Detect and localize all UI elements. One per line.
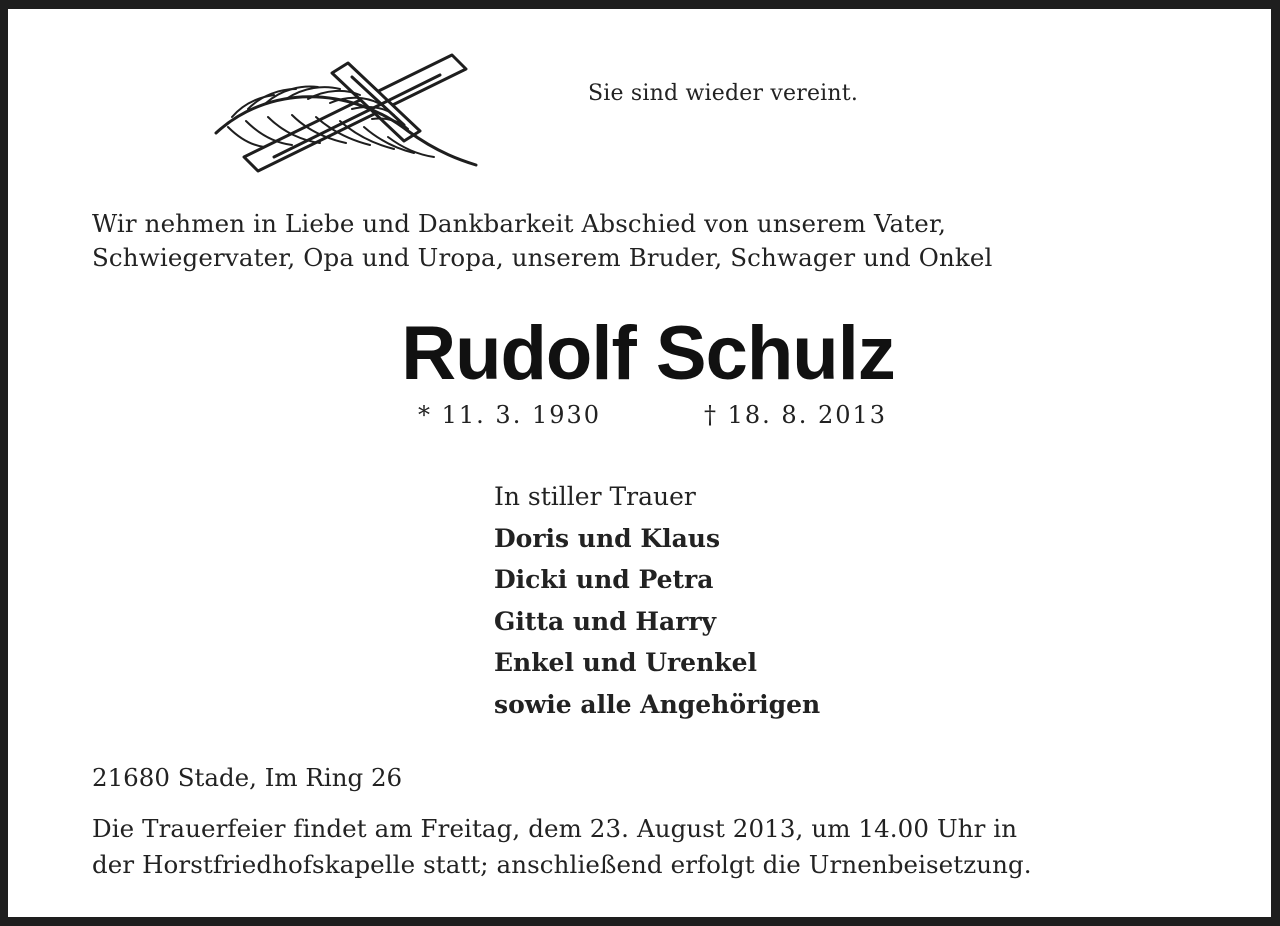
farewell-intro [92, 207, 993, 275]
service-info-line: Die Trauerfeier findet am Freitag, dem 23. August 2013, um 14.00 Uhr in [92, 814, 1018, 843]
mourners-list [494, 476, 820, 725]
mourner-entry: Enkel und Urenkel [494, 648, 757, 677]
farewell-intro-line: Wir nehmen in Liebe und Dankbarkeit Abschied von unserem Vater, [92, 209, 947, 238]
mourner-entry: Dicki und Petra [494, 565, 714, 594]
birth-date: * 11. 3. 1930 [418, 401, 602, 429]
mourner-entry: Doris und Klaus [494, 523, 721, 553]
farewell-intro-line: Schwiegervater, Opa und Uropa, unserem Bruder, Schwager und Onkel [92, 243, 993, 272]
service-info-line: der Horstfriedhofskapelle statt; anschließend erfolgt die Urnenbeisetzung. [92, 850, 1032, 879]
family-address: 21680 Stade, Im Ring 26 [92, 763, 403, 792]
deceased-name: Rudolf Schulz [401, 311, 895, 396]
mourner-entry: Gitta und Harry [494, 606, 717, 636]
funeral-service-info [92, 811, 1032, 883]
mourner-entry: sowie alle Angehörigen [494, 689, 821, 719]
mourning-lead: In stiller Trauer [494, 482, 696, 511]
death-date: † 18. 8. 2013 [704, 401, 888, 429]
motto-text: Sie sind wieder vereint. [588, 81, 859, 106]
cross-with-palm-frond-icon [208, 45, 488, 177]
